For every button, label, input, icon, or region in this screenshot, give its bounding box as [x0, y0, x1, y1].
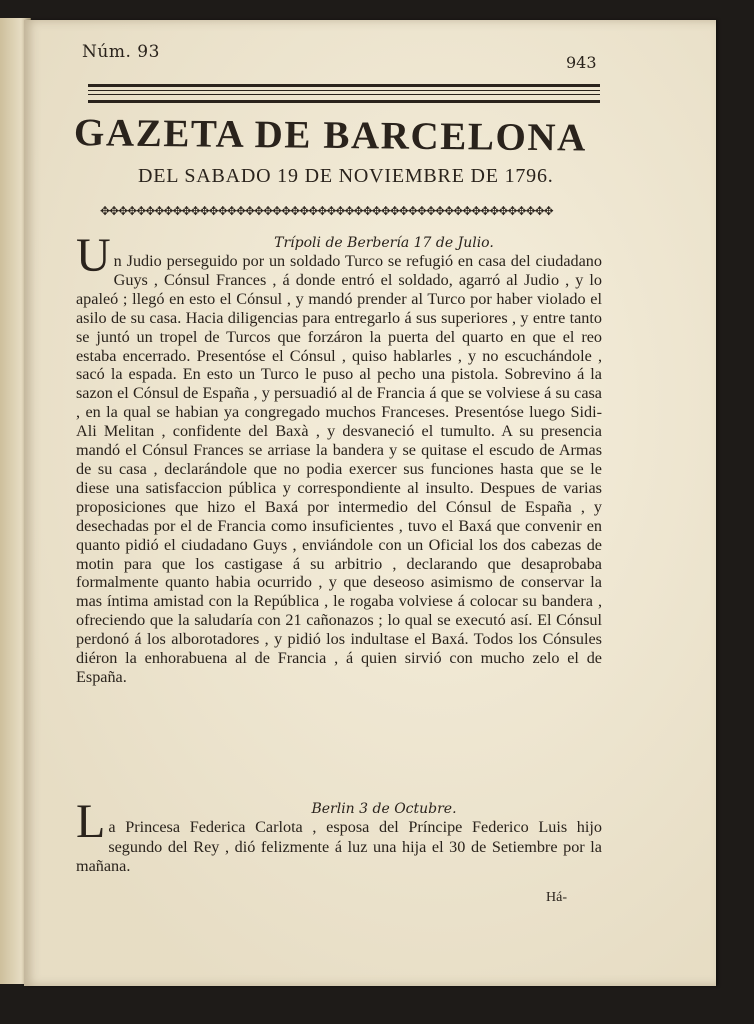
drop-cap: L [76, 795, 106, 848]
article-tripoli [76, 229, 602, 687]
article-text: n Judio perseguido por un soldado Turco se refugió en casa del ciudadano Guys , Cónsul Frances , á donde entró el soldado, agarró al Judio , y lo apaleó ; llegó en esto el Cónsul , y mandó prender al Turco por haber violado el asilo de su casa. Hacia diligencias para entregarlo á sus superiores , y entre tanto se juntó un tropel de Turcos que forzáron la puerta del quarto en que el reo estaba encerrado. Presentóse el Cónsul , quiso hablarles , y no escuchándole , sacó la espada. En esto un Turco le puso al pecho una pistola. Sobrevino á la sazon el Cónsul de España , y persuadió al de Francia á que se volviese á su casa , en la qual se habian ya congregado muchos Franceses. Presentóse luego Sidi-Ali Melitan , confidente del Baxà , y desvaneció el tumulto. A su presencia mandó el Cónsul Frances se arriase la bandera y se quitase el escudo de Armas de su casa , declarándole que no podia exercer sus funciones hasta que se le diese una satisfaccion pública y correspondiente al insulto. Despues de varias proposiciones que hizo el Baxá por intermedio del Cónsul de España , y desechadas por el de Francia como insuficientes , tuvo el Baxá que convenir en quanto pidió el ciudadano Guys , enviándole con un Oficial los dos cabezas de motin para que los castigase á su arbitrio , declarando que desaprobaba formalmente quanto habia ocurrido , y que deseoso asimismo de conservar la mas íntima amistad con la República , le rogaba volviese á colocar su bandera , ofreciendo que la saludaría con 21 cañonazos ; lo qual se executó así. El Cónsul perdonó á los alborotadores , y pidió los indultase el Baxá. Todos los Cónsules diéron la enhorabuena al de Francia , á quien sirvió con mucho zelo el de España. [76, 252, 602, 686]
issue-date: DEL SABADO 19 DE NOVIEMBRE DE 1796. [138, 165, 554, 187]
article-dateline: Trípoli de Berbería 17 de Julio. [274, 235, 494, 251]
article-dateline: Berlin 3 de Octubre. [311, 801, 457, 817]
masthead-title: GAZETA DE BARCELONA [73, 111, 588, 160]
header-rule [88, 94, 600, 95]
header-rule [88, 84, 600, 87]
page-number: 943 [566, 53, 597, 72]
issue-number: Núm. 93 [82, 42, 160, 62]
header-rule [88, 100, 600, 103]
catchword: Há- [546, 890, 567, 905]
article-text: a Princesa Federica Carlota , esposa del Príncipe Federico Luis hijo segundo del Rey , dió felizmente á luz una hija el 30 de Setiembre por la mañana. [76, 818, 602, 875]
header-rule [88, 90, 600, 91]
ornament-divider: ✥✥✥✥✥✥✥✥✥✥✥✥✥✥✥✥✥✥✥✥✥✥✥✥✥✥✥✥✥✥✥✥✥✥✥✥✥✥✥✥✥✥✥✥✥✥✥✥✥✥ [100, 204, 553, 218]
drop-cap: U [76, 229, 111, 282]
newspaper-page [24, 20, 716, 986]
article-berlin [76, 795, 602, 877]
